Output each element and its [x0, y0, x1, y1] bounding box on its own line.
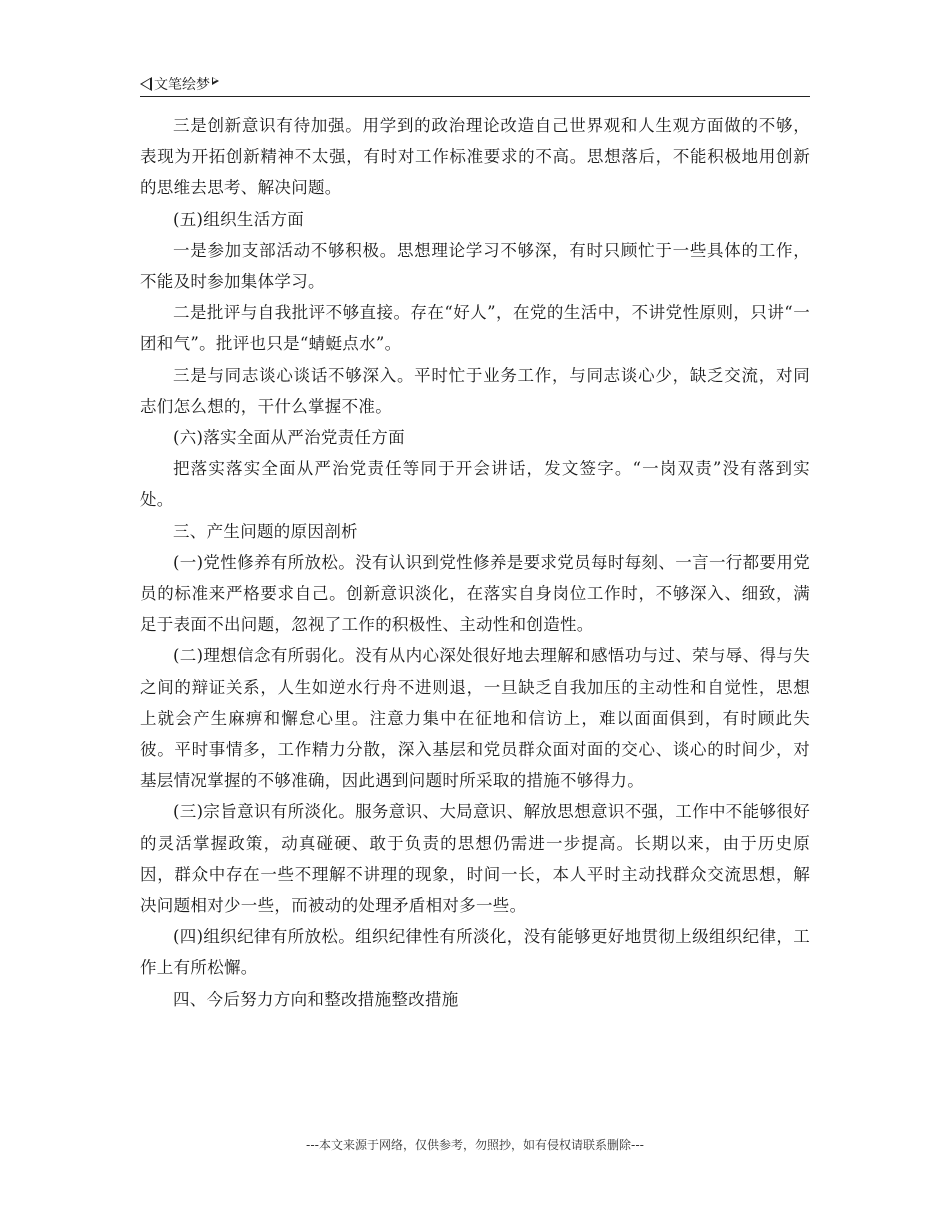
triangle-left-icon	[140, 77, 152, 91]
document-body	[140, 110, 810, 1015]
brand-name: 文笔绘梦	[154, 77, 210, 93]
paragraph: (一)党性修养有所放松。没有认识到党性修养是要求党员每时每刻、一言一行都要用党员的标准来严格要求自己。创新意识淡化，在落实自身岗位工作时，不够深入、细致，满足于表面不出问题，忽视了工作的积极性、主动性和创造性。	[140, 552, 810, 635]
paragraph: 二是批评与自我批评不够直接。存在“好人”，在党的生活中，不讲党性原则，只讲“一团和气”。批评也只是“蜻蜓点水”。	[140, 303, 810, 354]
section-heading: 四、今后努力方向和整改措施整改措施	[173, 989, 459, 1009]
paragraph: 三是创新意识有待加强。用学到的政治理论改造自己世界观和人生观方面做的不够，表现为开拓创新精神不太强，有时对工作标准要求的不高。思想落后，不能积极地用创新的思维去思考、解决问题。	[140, 116, 810, 198]
page-header	[140, 72, 810, 97]
footer-notice: ---本文来源于网络，仅供参考，勿照抄，如有侵权请联系删除---	[306, 1138, 644, 1152]
paragraph: (四)组织纪律有所放松。组织纪律性有所淡化，没有能够更好地贯彻上级组织纪律，工作上有所松懈。	[140, 927, 810, 978]
paragraph: (三)宗旨意识有所淡化。服务意识、大局意识、解放思想意识不强，工作中不能够很好的灵活掌握政策，动真碰硬、敢于负责的思想仍需进一步提高。长期以来，由于历史原因，群众中存在一些不理解不讲理的现象，时间一长，本人平时主动找群众交流思想，解决问题相对少一些，而被动的处理矛盾相对多一些。	[140, 802, 810, 916]
header-brand	[140, 74, 219, 94]
paragraph: (二)理想信念有所弱化。没有从内心深处很好地去理解和感悟功与过、荣与辱、得与失之间的辩证关系，人生如逆水行舟不进则退，一旦缺乏自我加压的主动性和自觉性，思想上就会产生麻痹和懈怠心里。注意力集中在征地和信访上，难以面面俱到，有时顾此失彼。平时事情多，工作精力分散，深入基层和党员群众面对面的交心、谈心的时间少，对基层情况掌握的不够准确，因此遇到问题时所采取的措施不够得力。	[140, 646, 810, 791]
section-heading: 三、产生问题的原因剖析	[173, 521, 358, 541]
paragraph: 把落实落实全面从严治党责任等同于开会讲话，发文签字。“一岗双责”没有落到实处。	[140, 459, 810, 510]
paragraph: 一是参加支部活动不够积极。思想理论学习不够深，有时只顾忙于一些具体的工作，不能及时参加集体学习。	[140, 240, 810, 292]
section-heading: (六)落实全面从严治党责任方面	[173, 428, 405, 448]
section-heading: (五)组织生活方面	[173, 209, 305, 229]
triangle-right-icon	[212, 77, 219, 85]
paragraph: 三是与同志谈心谈话不够深入。平时忙于业务工作，与同志谈心少，缺乏交流，对同志们怎么想的，干什么掌握不准。	[140, 365, 810, 416]
